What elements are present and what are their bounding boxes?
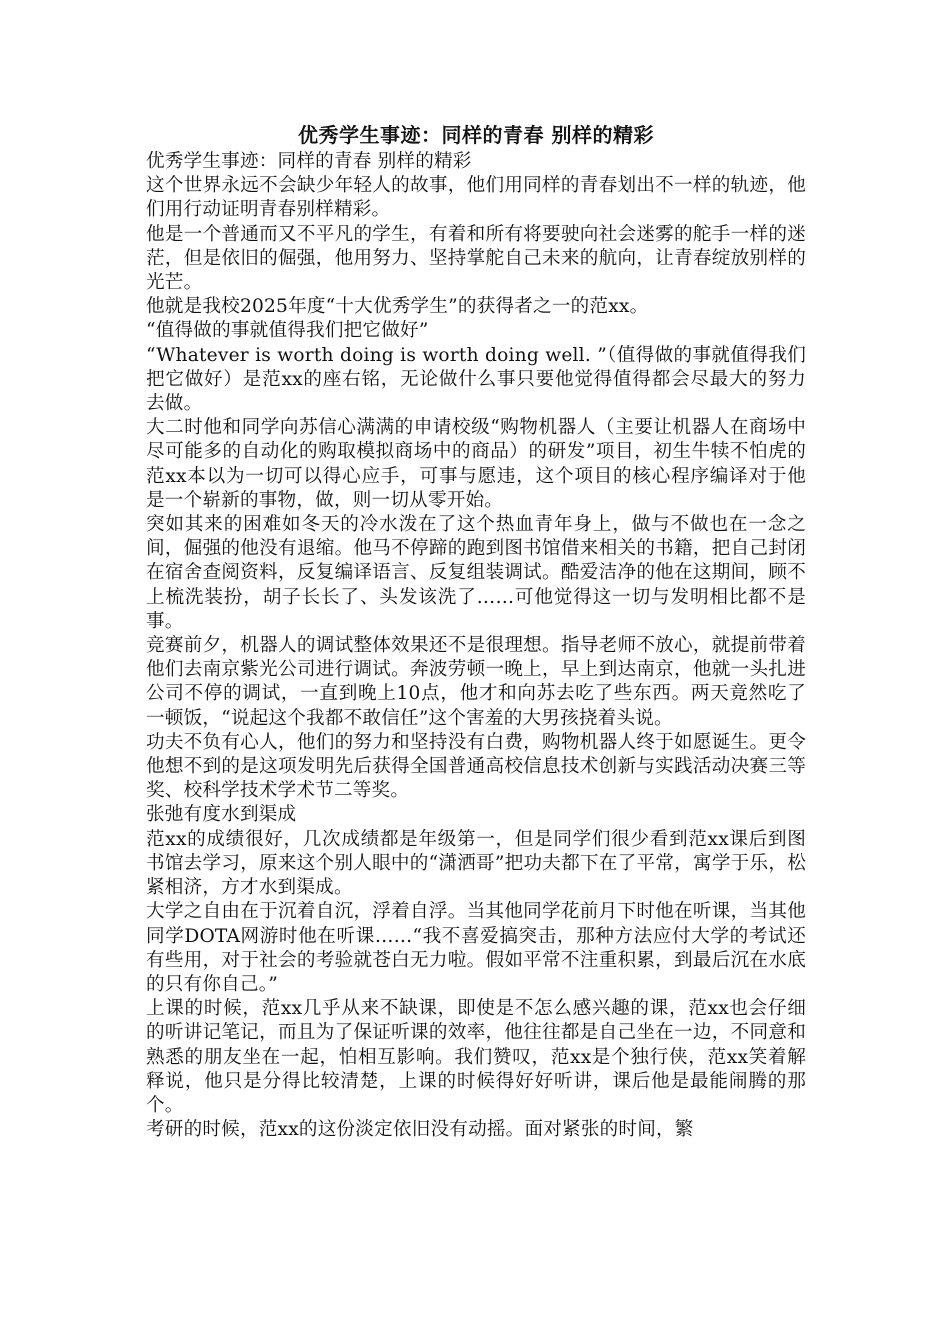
paragraph: 突如其来的困难如冬天的冷水泼在了这个热血青年身上，做与不做也在一念之间，倔强的他没有退缩。他马不停蹄的跑到图书馆借来相关的书籍，把自己封闭在宿舍查阅资料，反复编译语言、反复组装调试。酷爱洁净的他在这期间，顾不上梳洗装扮，胡子长长了、头发该洗了……可他觉得这一切与发明相比都不是事。 — [146, 514, 806, 632]
document-page — [146, 120, 806, 1142]
paragraph: 大二时他和同学向苏信心满满的申请校级“购物机器人（主要让机器人在商场中尽可能多的自动化的购取模拟商场中的商品）的研发”项目，初生牛犊不怕虎的范xx本以为一切可以得心应手，可事与愿违，这个项目的核心程序编译对于他是一个崭新的事物，做，则一切从零开始。 — [146, 417, 806, 511]
paragraph: 他就是我校2025年度“十大优秀学生”的获得者之一的范xx。 — [146, 296, 649, 318]
section-heading: 张弛有度水到渠成 — [146, 804, 297, 826]
paragraph: 大学之自由在于沉着自沉，浮着自浮。当其他同学花前月下时他在听课，当其他同学DOTA网游时他在听课……“我不喜爱搞突击，那种方法应付大学的考试还有些用，对于社会的考验就苍白无力啦。假如平常不注重积累，到最后沉在水底的只有你自己。” — [146, 901, 806, 995]
paragraph: 上课的时候，范xx几乎从来不缺课，即使是不怎么感兴趣的课，范xx也会仔细的听讲记笔记，而且为了保证听课的效率，他往往都是自己坐在一边，不同意和熟悉的朋友坐在一起，怕相互影响。我们赞叹，范xx是个独行侠，范xx笑着解释说，他只是分得比较清楚，上课的时候得好好听讲，课后他是最能闹腾的那个。 — [146, 998, 806, 1116]
paragraph: 功夫不负有心人，他们的努力和坚持没有白费，购物机器人终于如愿诞生。更令他想不到的是这项发明先后获得全国普通高校信息技术创新与实践活动决赛三等奖、校科学技术学术节二等奖。 — [146, 731, 806, 802]
paragraph: 考研的时候，范xx的这份淡定依旧没有动摇。面对紧张的时间，繁 — [146, 1119, 694, 1141]
paragraph: 他是一个普通而又不平凡的学生，有着和所有将要驶向社会迷雾的舵手一样的迷茫，但是依旧的倔强，他用努力、坚持掌舵自己未来的航向，让青春绽放别样的光芒。 — [146, 223, 806, 294]
section-heading: “值得做的事就值得我们把它做好” — [146, 320, 429, 342]
document-title: 优秀学生事迹：同样的青春 别样的精彩 — [298, 123, 654, 147]
paragraph: “Whatever is worth doing is worth doing well. ”（值得做的事就值得我们把它做好）是范xx的座右铭，无论做什么事只要他觉得值得都会尽最大的努力去做。 — [146, 344, 806, 415]
paragraph: 这个世界永远不会缺少年轻人的故事，他们用同样的青春划出不一样的轨迹，他们用行动证明青春别样精彩。 — [146, 175, 806, 221]
paragraph-subtitle: 优秀学生事迹：同样的青春 别样的精彩 — [146, 151, 472, 172]
paragraph: 竞赛前夕，机器人的调试整体效果还不是很理想。指导老师不放心，就提前带着他们去南京紫光公司进行调试。奔波劳顿一晚上，早上到达南京，他就一头扎进公司不停的调试，一直到晚上10点，他才和向苏去吃了些东西。两天竟然吃了一顿饭，“说起这个我都不敢信任”这个害羞的大男孩挠着头说。 — [146, 635, 806, 729]
paragraph: 范xx的成绩很好，几次成绩都是年级第一，但是同学们很少看到范xx课后到图书馆去学习，原来这个别人眼中的“潇洒哥”把功夫都下在了平常，寓学于乐，松紧相济，方才水到渠成。 — [146, 828, 806, 899]
